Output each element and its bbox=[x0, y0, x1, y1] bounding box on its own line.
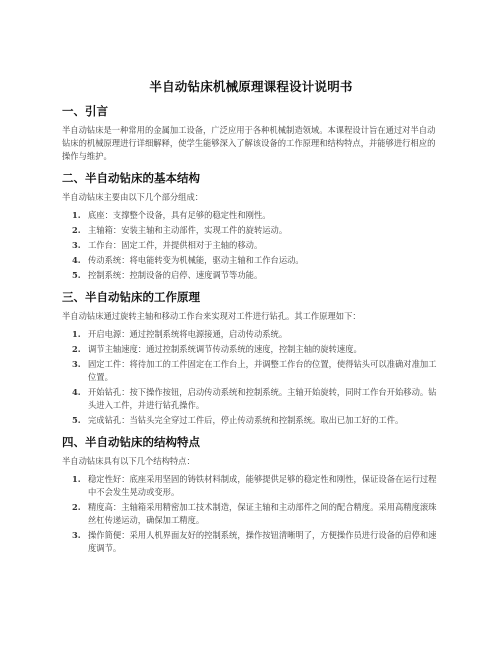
list-item bbox=[62, 224, 440, 237]
list-item-text: 开始钻孔：按下操作按钮，启动传动系统和控制系统。主轴开始旋转，同时工作台开始移动。钻头进入工件，并进行钻孔操作。 bbox=[88, 387, 437, 410]
list-item bbox=[62, 529, 440, 555]
section-paragraph: 半自动钻床是一种常用的金属加工设备，广泛应用于各种机械制造领域。本课程设计旨在通过对半自动钻床的机械原理进行详细解释，使学生能够深入了解该设备的工作原理和结构特点，并能够进行相应的操作与维护。 bbox=[62, 125, 436, 161]
list-item-text: 固定工件：将待加工的工件固定在工作台上，并调整工作台的位置，使得钻头可以准确对准加工位置。 bbox=[88, 359, 437, 382]
section-paragraph: 半自动钻床通过旋转主轴和移动工作台来实现对工件进行钻孔。其工作原理如下： bbox=[62, 311, 361, 321]
list-number: 5. bbox=[72, 270, 81, 280]
section-heading: 四、半自动钻床的结构特点 bbox=[62, 435, 200, 449]
list-number: 2. bbox=[72, 225, 81, 235]
list-item bbox=[62, 358, 440, 384]
list-item-text: 工作台：固定工件，并提供相对于主轴的移动。 bbox=[88, 240, 263, 250]
list-item-text: 底座：支撑整个设备，具有足够的稳定性和刚性。 bbox=[88, 210, 271, 220]
principle-list bbox=[62, 328, 440, 427]
list-item-text: 操作简便：采用人机界面友好的控制系统，操作按钮清晰明了，方便操作员进行设备的启停和速度调节。 bbox=[88, 530, 437, 553]
list-number: 2. bbox=[72, 344, 81, 354]
section-structure bbox=[62, 171, 440, 282]
list-item bbox=[62, 473, 440, 499]
features-list bbox=[62, 473, 440, 555]
list-item bbox=[62, 414, 440, 427]
list-item bbox=[62, 328, 440, 341]
list-item bbox=[62, 209, 440, 222]
list-number: 4. bbox=[72, 387, 81, 397]
list-number: 3. bbox=[72, 240, 81, 250]
section-intro bbox=[62, 104, 440, 163]
list-number: 1. bbox=[72, 329, 81, 339]
list-item-text: 开启电源：通过控制系统将电源接通，启动传动系统。 bbox=[88, 329, 288, 339]
list-item bbox=[62, 501, 440, 527]
list-item bbox=[62, 386, 440, 412]
list-number: 5. bbox=[72, 415, 81, 425]
list-item-text: 精度高：主轴箱采用精密加工技术制造，保证主轴和主动部件之间的配合精度。采用高精度滚珠丝杠传递运动，确保加工精度。 bbox=[88, 502, 437, 525]
list-item bbox=[62, 343, 440, 356]
section-heading: 二、半自动钻床的基本结构 bbox=[62, 171, 200, 185]
list-item-text: 主轴箱：安装主轴和主动部件，实现工件的旋转运动。 bbox=[88, 225, 288, 235]
structure-list bbox=[62, 209, 440, 282]
list-item-text: 控制系统：控制设备的启停、速度调节等功能。 bbox=[88, 270, 263, 280]
list-item-text: 调节主轴速度：通过控制系统调节传动系统的速度，控制主轴的旋转速度。 bbox=[88, 344, 362, 354]
list-item bbox=[62, 254, 440, 267]
section-heading: 三、半自动钻床的工作原理 bbox=[62, 290, 200, 304]
list-number: 1. bbox=[72, 474, 81, 484]
list-item bbox=[62, 239, 440, 252]
list-item-text: 完成钻孔：当钻头完全穿过工件后，停止传动系统和控制系统。取出已加工好的工件。 bbox=[88, 415, 404, 425]
list-number: 3. bbox=[72, 530, 81, 540]
list-number: 1. bbox=[72, 210, 81, 220]
section-principle bbox=[62, 290, 440, 427]
list-item-text: 传动系统：将电能转变为机械能，驱动主轴和工作台运动。 bbox=[88, 255, 304, 265]
page-title: 半自动钻床机械原理课程设计说明书 bbox=[149, 79, 353, 94]
section-heading: 一、引言 bbox=[62, 104, 108, 118]
section-features bbox=[62, 435, 440, 555]
section-paragraph: 半自动钻床具有以下几个结构特点： bbox=[62, 456, 195, 466]
list-item-text: 稳定性好：底座采用坚固的铸铁材料制成，能够提供足够的稳定性和刚性，保证设备在运行过程中不会发生晃动或变形。 bbox=[88, 474, 437, 497]
list-number: 2. bbox=[72, 502, 81, 512]
list-item bbox=[62, 269, 440, 282]
section-paragraph: 半自动钻床主要由以下几个部分组成： bbox=[62, 192, 204, 202]
list-number: 3. bbox=[72, 359, 81, 369]
list-number: 4. bbox=[72, 255, 81, 265]
